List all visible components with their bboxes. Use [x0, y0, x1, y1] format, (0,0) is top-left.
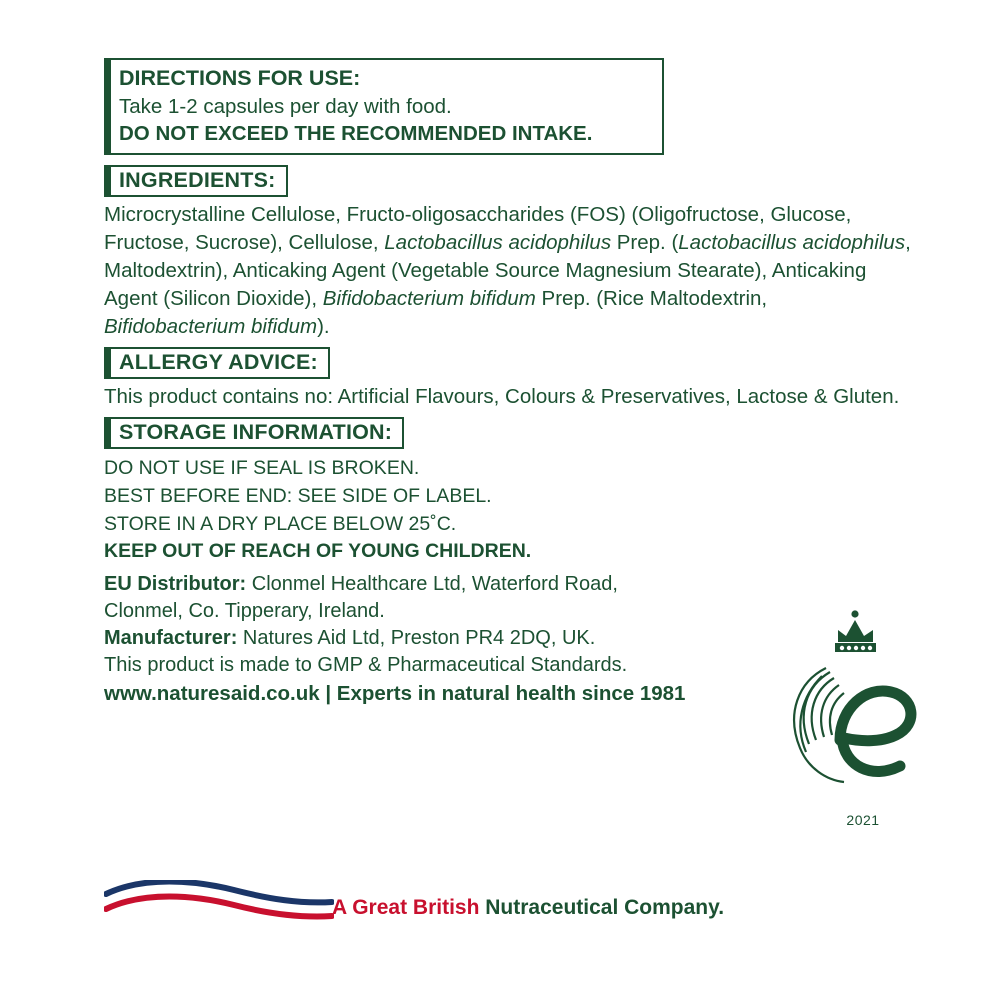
storage-information-heading: STORAGE INFORMATION: [104, 417, 404, 449]
website-line[interactable]: www.naturesaid.co.uk | Experts in natural health since 1981 [104, 682, 686, 706]
storage-keep-out-of-reach: KEEP OUT OF REACH OF YOUNG CHILDREN. [104, 540, 532, 563]
allergy-advice-text: This product contains no: Artificial Flavours, Colours & Preservatives, Lactose & Gluten. [104, 385, 900, 409]
slogan-red-text: A Great British [332, 896, 480, 919]
eu-distributor-line-1: Clonmel Healthcare Ltd, Waterford Road, [246, 572, 618, 595]
manufacturer-label: Manufacturer: [104, 626, 238, 649]
directions-for-use-box [104, 58, 664, 155]
award-year: 2021 [846, 812, 880, 828]
e-letter [840, 691, 911, 771]
union-flag-swoosh-icon [104, 880, 334, 924]
storage-line-2: BEST BEFORE END: SEE SIDE OF LABEL. [104, 484, 492, 507]
directions-title: DIRECTIONS FOR USE: [119, 66, 361, 90]
brand-slogan [332, 896, 724, 920]
storage-line-1: DO NOT USE IF SEAL IS BROKEN. [104, 457, 420, 480]
slogan-green-text: Nutraceutical Company. [479, 896, 725, 919]
directions-line-2: DO NOT EXCEED THE RECOMMENDED INTAKE. [119, 121, 593, 145]
brand-footer [104, 880, 924, 930]
eu-distributor-line-2: Clonmel, Co. Tipperary, Ireland. [104, 599, 385, 622]
directions-line-1: Take 1-2 capsules per day with food. [119, 94, 452, 118]
gmp-standards-line: This product is made to GMP & Pharmaceutical Standards. [104, 654, 628, 677]
storage-line-3: STORE IN A DRY PLACE BELOW 25˚C. [104, 512, 457, 535]
crown-and-e-icon [778, 590, 948, 810]
ingredients-heading: INGREDIENTS: [104, 165, 288, 197]
ingredients-text: Microcrystalline Cellulose, Fructo-oligosaccharides (FOS) (Oligofructose, Glucose, Fructose, Sucrose), Cellulose, Lactobacillus acidophilus Prep. (Lactobacillus acidophilus, Maltodextrin), Anticaking Agent (Vegetable Source Magnesium Stearate), Anticaking Agent (Silicon Dioxide), Bifidobacterium bifidum Prep. (Rice Maltodextrin, Bifidobacterium bifidum). [104, 203, 911, 338]
manufacturer-value: Natures Aid Ltd, Preston PR4 2DQ, UK. [237, 626, 596, 649]
eu-distributor-label: EU Distributor: [104, 572, 247, 595]
allergy-advice-heading: ALLERGY ADVICE: [104, 347, 330, 379]
queens-award-emblem [778, 590, 948, 840]
